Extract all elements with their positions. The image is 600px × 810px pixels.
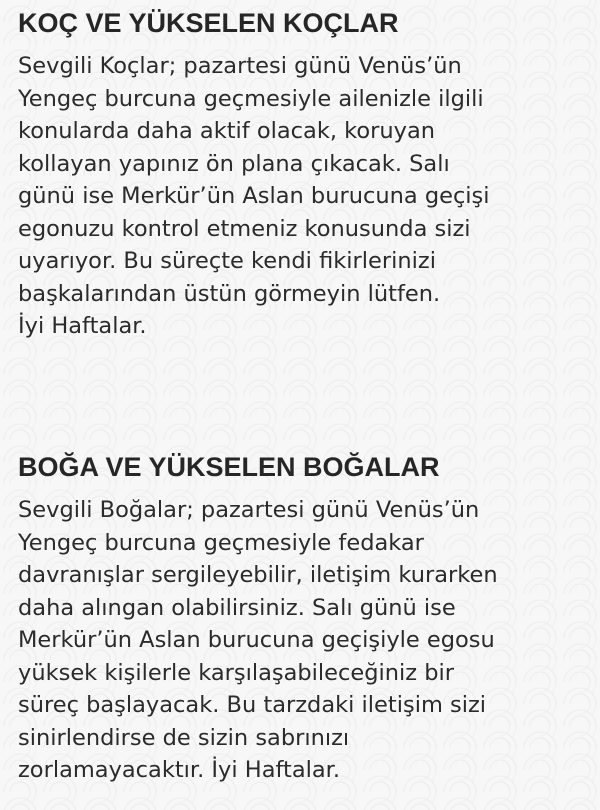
- body-line: kollayan yapınız ön plana çıkacak. Salı: [18, 150, 450, 177]
- section-body-boga: [18, 494, 586, 787]
- section-heading-boga: BOĞA VE YÜKSELEN BOĞALAR: [18, 452, 440, 482]
- body-line: yüksek kişilerle karşılaşabileceğiniz bir: [18, 659, 455, 686]
- section-heading-koc: KOÇ VE YÜKSELEN KOÇLAR: [18, 8, 399, 38]
- body-line: Yengeç burcuna geçmesiyle fedakar: [18, 529, 424, 556]
- body-line: günü ise Merkür’ün Aslan burucuna geçişi: [18, 183, 490, 209]
- section-body-koc: [18, 50, 586, 343]
- section-koc: [18, 6, 586, 343]
- body-line: süreç başlayacak. Bu tarzdaki iletişim sizi: [18, 692, 487, 718]
- body-line: Sevgili Boğalar; pazartesi günü Venüs’ün: [18, 497, 480, 523]
- body-line: davranışlar sergileyebilir, iletişim kurarken: [18, 562, 498, 588]
- body-line: Yengeç burcuna geçmesiyle ailenizle ilgili: [18, 85, 484, 112]
- body-line: İyi Haftalar.: [18, 313, 147, 339]
- body-line: Sevgili Koçlar; pazartesi günü Venüs’ün: [18, 53, 462, 79]
- body-line: sinirlendirse de sizin sabrınızı: [18, 724, 350, 751]
- body-line: Merkür’ün Aslan burucuna geçişiyle egosu: [18, 627, 495, 653]
- body-line: zorlamayacaktır. İyi Haftalar.: [18, 757, 340, 783]
- body-line: daha alıngan olabilirsiniz. Salı günü ise: [18, 594, 456, 621]
- body-line: egonuzu kontrol etmeniz konusunda sizi: [18, 215, 471, 242]
- body-line: uyarıyor. Bu süreçte kendi fikirlerinizi: [18, 248, 436, 274]
- body-line: başkalarından üstün görmeyin lütfen.: [18, 280, 441, 307]
- body-line: konularda daha aktif olacak, koruyan: [18, 118, 436, 144]
- section-boga: [18, 450, 586, 787]
